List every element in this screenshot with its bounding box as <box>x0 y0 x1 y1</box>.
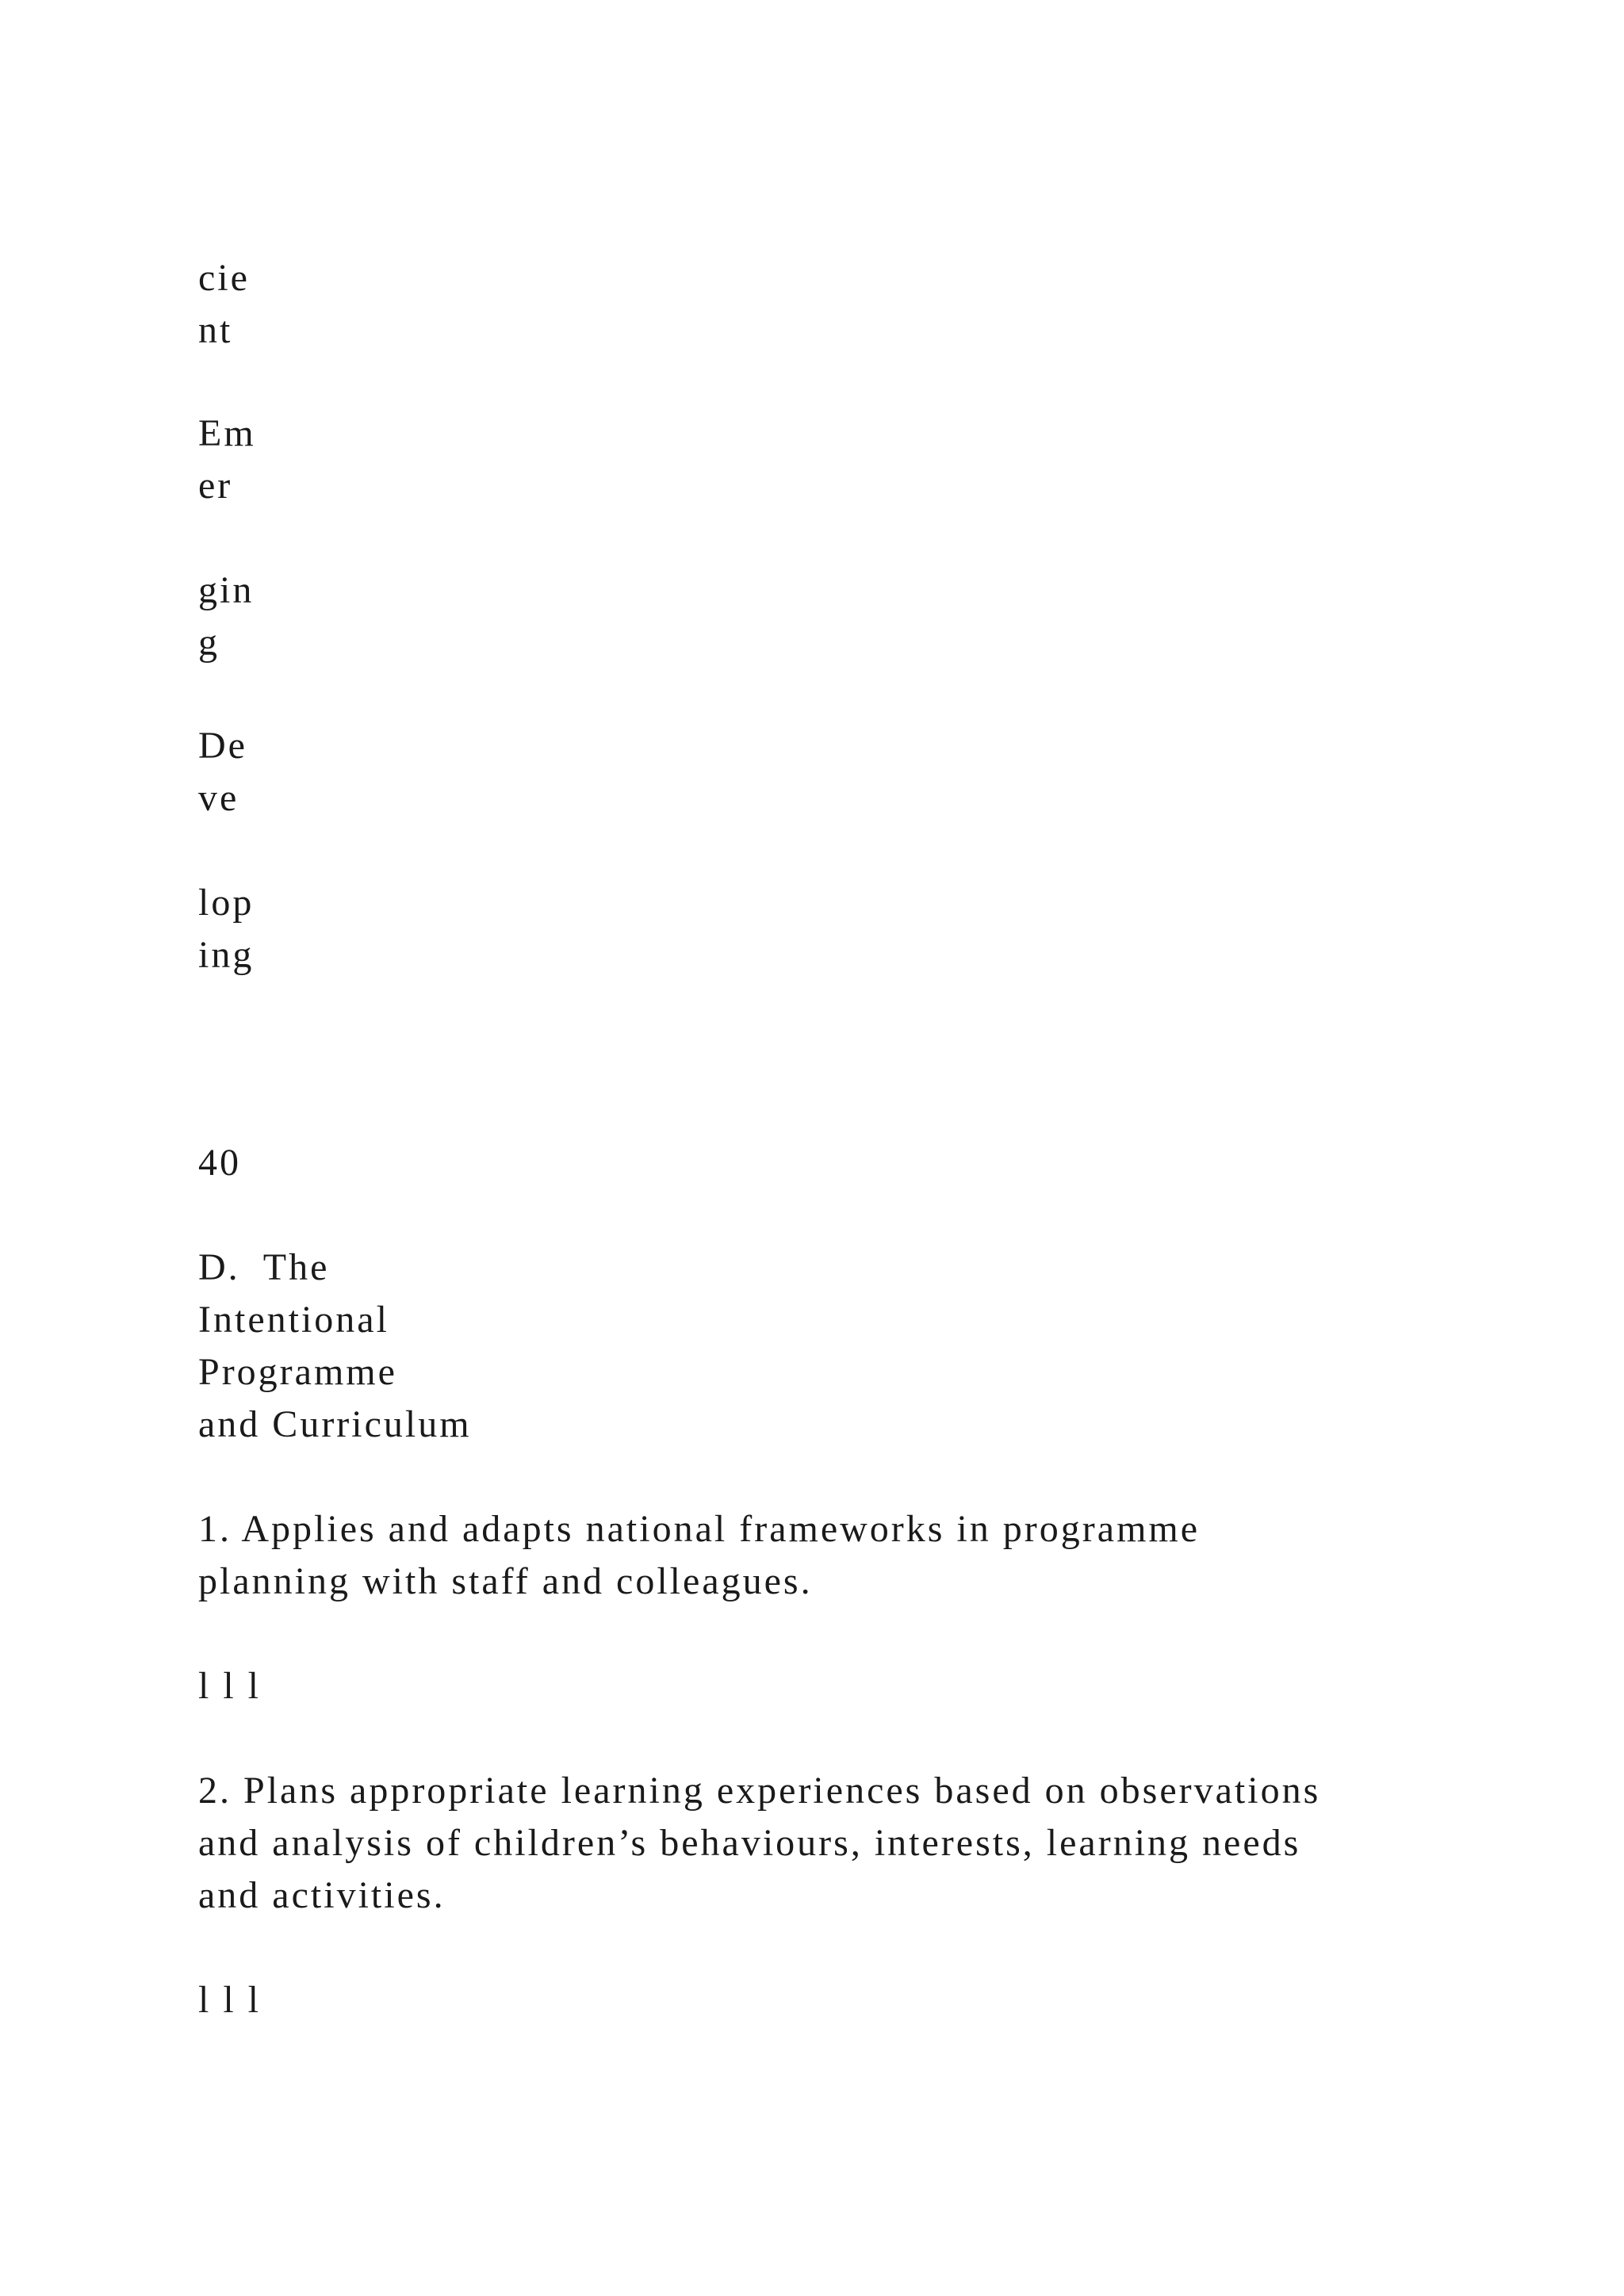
rating-marks: l l l <box>198 1979 262 2021</box>
fragment-text: g <box>198 622 220 664</box>
criterion-text: and analysis of children’s behaviours, interests, learning needs <box>198 1822 1301 1864</box>
section-heading-line: Programme <box>198 1351 397 1393</box>
fragment-text: nt <box>198 309 233 351</box>
criterion-text: 1. Applies and adapts national frameworks in programme <box>198 1508 1201 1550</box>
fragment-text: ing <box>198 934 255 976</box>
fragment-text: er <box>198 465 233 507</box>
section-heading-line: D. The <box>198 1246 330 1288</box>
rating-marks: l l l <box>198 1665 262 1707</box>
section-heading-line: Intentional <box>198 1299 389 1341</box>
fragment-text: De <box>198 725 247 767</box>
criterion-text: and activities. <box>198 1874 446 1916</box>
section-heading-line: and Curriculum <box>198 1403 472 1445</box>
criterion-text: 2. Plans appropriate learning experiences based on observations <box>198 1770 1321 1812</box>
fragment-text: lop <box>198 882 255 924</box>
fragment-text: gin <box>198 569 255 611</box>
fragment-text: Em <box>198 412 256 454</box>
page-number: 40 <box>198 1142 241 1184</box>
fragment-text: cie <box>198 257 250 299</box>
criterion-text: planning with staff and colleagues. <box>198 1560 813 1602</box>
fragment-text: ve <box>198 777 239 819</box>
